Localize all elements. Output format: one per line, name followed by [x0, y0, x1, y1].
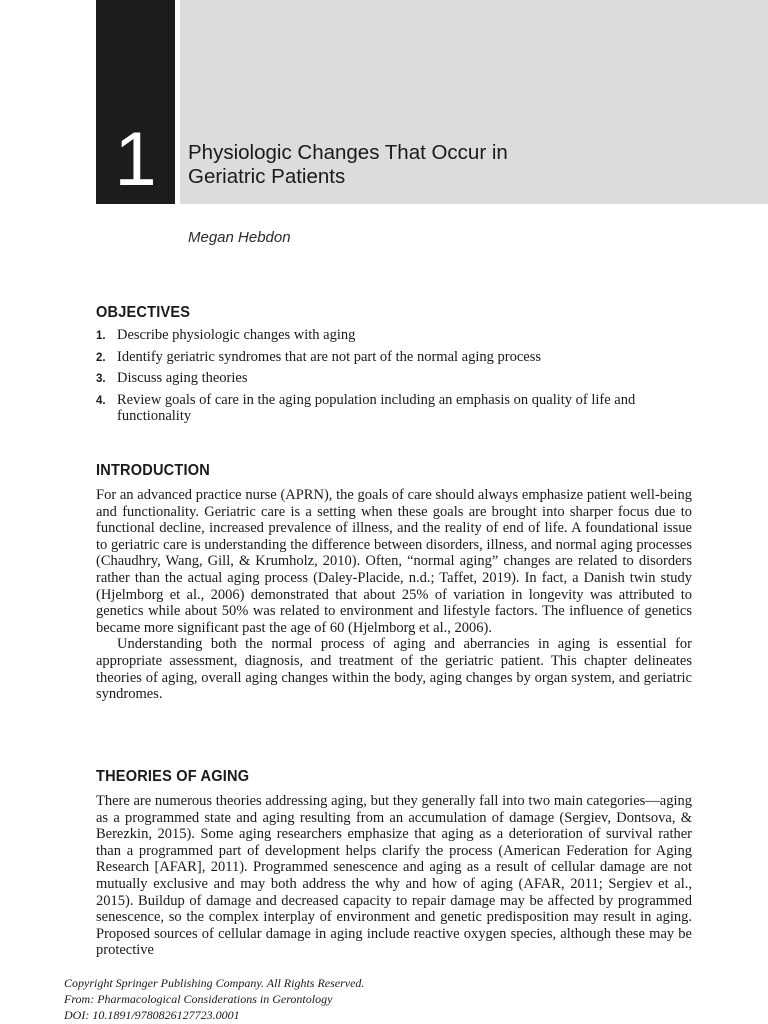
- objective-number: 3.: [96, 373, 106, 385]
- copyright-footer: [64, 975, 364, 1023]
- chapter-number: 1: [114, 117, 157, 202]
- theories-paragraph-1: There are numerous theories addressing aging, but they generally fall into two main categories—aging as a programmed state and aging resulting from an accumulation of damage (Sergiev, Dontsova, & Berezkin, 2015). Some aging researchers emphasize that aging as a deterioration of survival rather than a programmed part of development helps clarify the process (American Federation for Aging Research [AFAR], 2011). Programmed senescence and aging as a result of cellular damage are not mutually exclusive and may both address the why and how of aging (AFAR, 2011; Sergiev et al., 2015). Buildup of damage and decreased capacity to repair damage may be affected by programmed senescence, so the complex interplay of environment and genetic predisposition may result in aging. Proposed sources of cellular damage in aging include reactive oxygen species, although these may be protective: [96, 793, 692, 959]
- chapter-title-line-2: Geriatric Patients: [188, 165, 346, 188]
- objective-item: [96, 370, 692, 387]
- chapter-author: Megan Hebdon: [188, 229, 291, 246]
- objective-text: Discuss aging theories: [117, 370, 248, 386]
- objective-item: [96, 349, 692, 366]
- objectives-list: [96, 327, 692, 430]
- introduction-paragraph-1: For an advanced practice nurse (APRN), the goals of care should always emphasize patient well-being and functionality. Geriatric care is a setting when these goals are brought into sharper focus due to functional decline, increased prevalence of illness, and the reality of end of life. A foundational issue to geriatric care is understanding the difference between disorders, illness, and normal aging processes (Chaudhry, Wang, Gill, & Krumholz, 2010). Often, “normal aging” changes are related to disorders rather than the actual aging process (Daley-Placide, n.d.; Taffet, 2019). In fact, a Danish twin study (Hjelmborg et al., 2006) demonstrated that about 25% of variation in longevity was attributed to genetics while about 50% was related to environment and lifestyle factors. The influence of genetics became more significant past the age of 60 (Hjelmborg et al., 2006).: [96, 487, 692, 636]
- chapter-number-block: [96, 0, 175, 204]
- introduction-paragraph-2: Understanding both the normal process of aging and aberrancies in aging is essential for appropriate assessment, diagnosis, and treatment of the geriatric patient. This chapter delineates theories of aging, overall aging changes within the body, aging changes by organ system, and geriatric syndromes.: [96, 636, 692, 703]
- theories-heading: THEORIES OF AGING: [96, 768, 250, 785]
- objective-item: [96, 327, 692, 344]
- chapter-title: [188, 141, 508, 189]
- introduction-heading: INTRODUCTION: [96, 462, 210, 479]
- objective-text: Review goals of care in the aging population including an emphasis on quality of life and functionality: [117, 391, 636, 424]
- objective-number: 1.: [96, 330, 106, 342]
- chapter-title-line-1: Physiologic Changes That Occur in: [188, 141, 508, 164]
- footer-copyright: Copyright Springer Publishing Company. All Rights Reserved.: [64, 976, 365, 990]
- objective-item: [96, 392, 692, 425]
- footer-source: From: Pharmacological Considerations in Gerontology: [64, 992, 333, 1006]
- objective-text: Identify geriatric syndromes that are not part of the normal aging process: [117, 348, 541, 365]
- objective-number: 4.: [96, 394, 106, 407]
- footer-doi: DOI: 10.1891/9780826127723.0001: [64, 1008, 240, 1022]
- objective-number: 2.: [96, 351, 106, 364]
- theories-body: [96, 793, 692, 959]
- objective-text: Describe physiologic changes with aging: [117, 327, 356, 343]
- chapter-title-block: [180, 0, 768, 204]
- objectives-heading: OBJECTIVES: [96, 304, 191, 321]
- introduction-body: [96, 487, 692, 703]
